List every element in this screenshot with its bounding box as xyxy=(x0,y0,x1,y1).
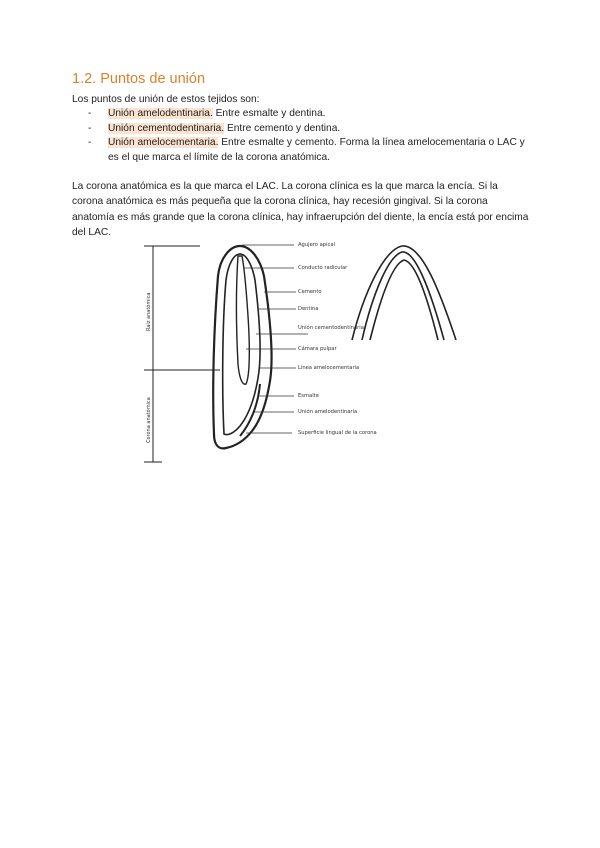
list-item xyxy=(72,136,532,165)
term-description: Entre esmalte y cemento. Forma la línea amelocementaria o LAC y es el que marca el límite de la corona anatómica. xyxy=(108,137,525,163)
root-axis-label: Raíz anatómica xyxy=(146,292,152,331)
pulp-canal-outline xyxy=(237,256,250,384)
intro-text: Los puntos de unión de estos tejidos son: xyxy=(72,94,260,105)
bullet-dash: - xyxy=(88,122,92,134)
measurement-axis xyxy=(144,246,220,462)
label-canal: Conducto radicular xyxy=(298,265,348,271)
label-pulp: Cámara pulpar xyxy=(298,346,337,352)
label-cement: Cemento xyxy=(298,289,322,295)
list-item xyxy=(72,107,532,122)
section-heading: 1.2. Puntos de unión xyxy=(72,71,206,87)
tooth-outer-outline xyxy=(213,246,271,448)
crown-axis-label: Corona anatómica xyxy=(146,397,152,443)
label-lingual: Superficie lingual de la corona xyxy=(298,430,377,436)
joins-list xyxy=(72,107,532,165)
term-description: Entre cemento y dentina. xyxy=(224,122,341,134)
term-description: Entre esmalte y dentina. xyxy=(212,108,326,119)
bullet-dash: - xyxy=(88,108,92,119)
label-cej: Línea amelocementaria xyxy=(298,365,360,371)
crown-paragraph: La corona anatómica es la que marca el LAC. La corona clínica es la que marca la encía. Si la corona anatómica es más pequeña que la corona clínica, hay recesión gingival. Si la corona anatomía es más grande que la corona clínica, hay infraerupción del diente, la encía está por encima del LAC. xyxy=(72,181,529,238)
label-cdj: Unión cementodentinaria xyxy=(298,325,364,331)
tooth-diagram xyxy=(140,236,480,468)
list-item xyxy=(72,122,532,137)
term-highlight: Unión amelocementaria. xyxy=(108,137,219,148)
label-dej: Unión amelodentinaria xyxy=(298,409,358,415)
tooth-drawing xyxy=(213,246,271,448)
term-highlight: Unión cementodentinaria. xyxy=(108,122,225,134)
label-enamel: Esmalte xyxy=(298,393,319,399)
tooth-diagram-svg xyxy=(140,236,480,468)
bullet-dash: - xyxy=(88,137,92,148)
term-highlight: Unión amelodentinaria. xyxy=(108,108,213,119)
apex-detail xyxy=(352,246,456,340)
label-apex: Agujero apical xyxy=(298,242,335,248)
label-dentin: Dentina xyxy=(298,306,319,312)
